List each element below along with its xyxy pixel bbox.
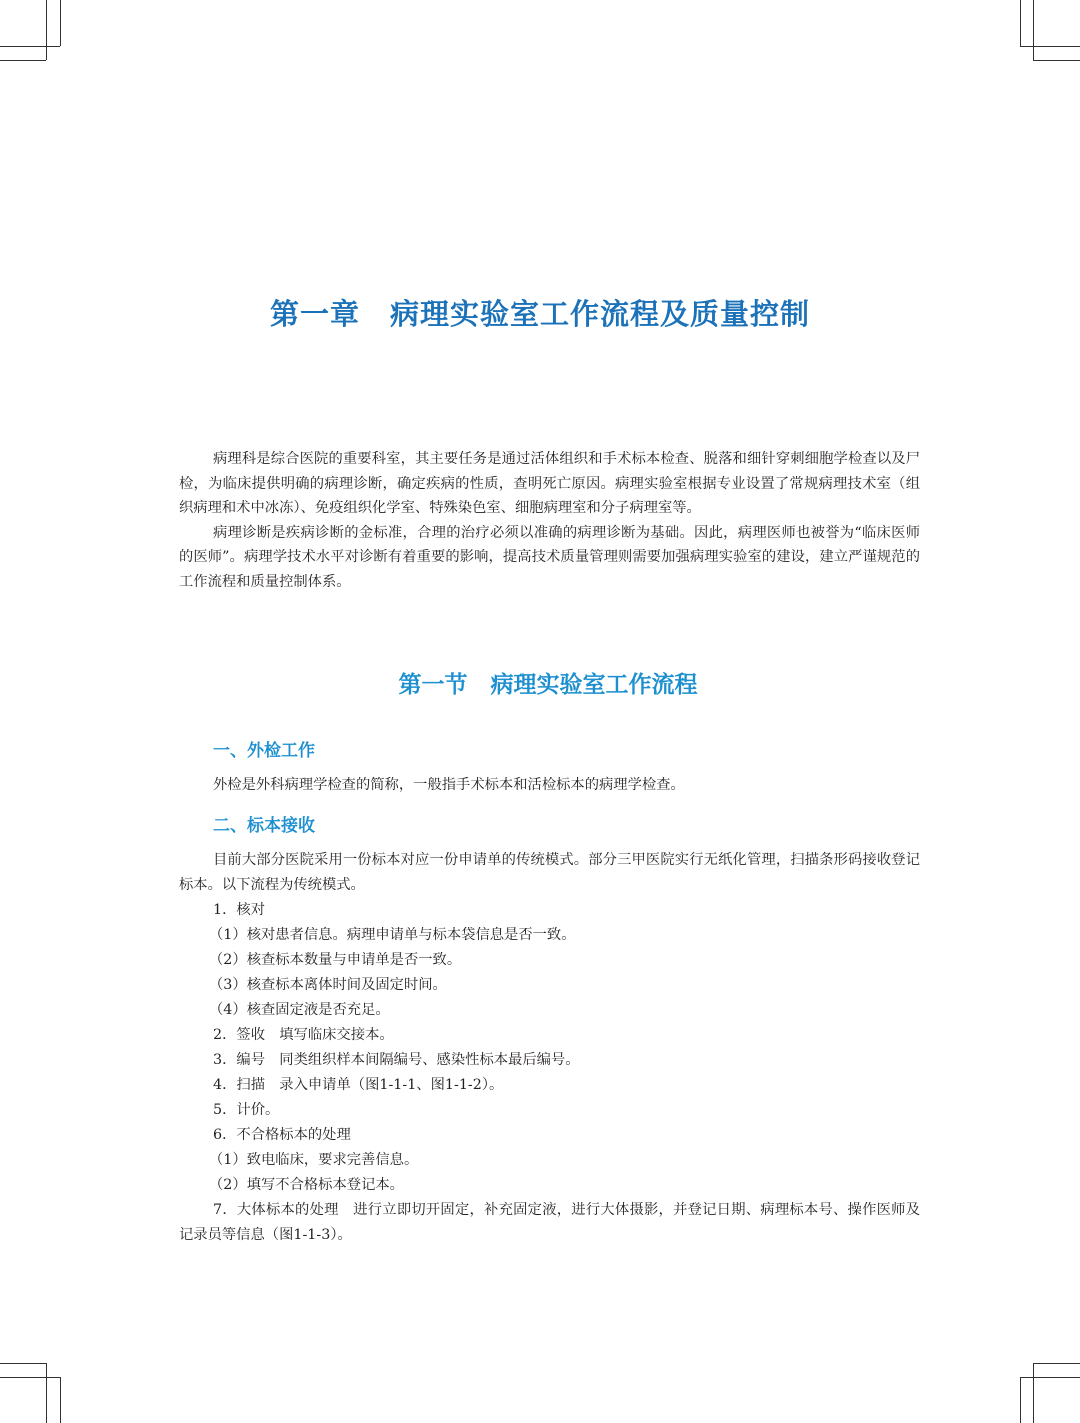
crop-mark-bottom-left-v2: [60, 1377, 61, 1423]
list-item: （3）核查标本离体时间及固定时间。: [209, 977, 447, 993]
list-item: 6．不合格标本的处理: [213, 1127, 351, 1143]
list-item: （2）核查标本数量与申请单是否一致。: [209, 952, 462, 968]
crop-mark-top-left-h: [0, 46, 60, 47]
section-title: 第一节 病理实验室工作流程: [398, 672, 698, 698]
crop-mark-top-left-v: [46, 0, 47, 60]
intro-paragraph: 病理诊断是疾病诊断的金标准，合理的治疗必须以准确的病理诊断为基础。因此，病理医师也被誉为“临床医师的医师”。病理学技术水平对诊断有着重要的影响，提高技术质量管理则需要加强病理实验室的建设，建立严谨规范的工作流程和质量控制体系。: [179, 524, 920, 590]
crop-mark-top-right-h2: [1033, 60, 1080, 61]
list-item: 2．签收 填写临床交接本。: [213, 1027, 394, 1043]
crop-mark-top-right-h: [1020, 46, 1080, 47]
list-item: 1．核对: [213, 902, 265, 918]
list-item: （4）核查固定液是否充足。: [209, 1002, 390, 1018]
subsection-heading-specimen-receipt: 二、标本接收: [213, 816, 315, 836]
intro-text: [179, 447, 920, 594]
list-item: （2）填写不合格标本登记本。: [209, 1177, 404, 1193]
list-item: 目前大部分医院采用一份标本对应一份申请单的传统模式。部分三甲医院实行无纸化管理，扫描条形码接收登记标本。以下流程为传统模式。: [179, 852, 920, 893]
specimen-receipt-list: [179, 848, 920, 1248]
subsection-outside-exam-text: [179, 773, 920, 798]
list-item: 7．大体标本的处理 进行立即切开固定，补充固定液，进行大体摄影，并登记日期、病理标本号、操作医师及记录员等信息（图1-1-3）。: [179, 1202, 920, 1243]
crop-mark-top-left-v2: [60, 0, 61, 46]
list-item: 3．编号 同类组织样本间隔编号、感染性标本最后编号。: [213, 1052, 580, 1068]
crop-mark-bottom-left-h2: [0, 1363, 46, 1364]
list-item: 4．扫描 录入申请单（图1-1-1、图1-1-2）。: [213, 1077, 504, 1093]
subsection-heading-outside-exam: 一、外检工作: [213, 741, 315, 761]
crop-mark-top-right-v: [1033, 0, 1034, 60]
list-item: （1）致电临床，要求完善信息。: [209, 1152, 419, 1168]
chapter-title: 第一章 病理实验室工作流程及质量控制: [269, 297, 810, 331]
crop-mark-top-right-v2: [1020, 0, 1021, 46]
crop-mark-bottom-right-v: [1033, 1363, 1034, 1423]
crop-mark-bottom-left-h: [0, 1377, 60, 1378]
crop-mark-bottom-left-v: [46, 1363, 47, 1423]
crop-mark-top-left-h2: [0, 60, 46, 61]
crop-mark-bottom-right-v2: [1020, 1377, 1021, 1423]
list-item: （1）核对患者信息。病理申请单与标本袋信息是否一致。: [209, 927, 576, 943]
crop-mark-bottom-right-h2: [1033, 1363, 1080, 1364]
crop-mark-bottom-right-h: [1020, 1377, 1080, 1378]
body-paragraph: 外检是外科病理学检查的简称，一般指手术标本和活检标本的病理学检查。: [213, 777, 685, 793]
list-item: 5．计价。: [213, 1102, 280, 1118]
intro-paragraph: 病理科是综合医院的重要科室，其主要任务是通过活体组织和手术标本检查、脱落和细针穿刺细胞学检查以及尸检，为临床提供明确的病理诊断，确定疾病的性质，查明死亡原因。病理实验室根据专业设置了常规病理技术室（组织病理和术中冰冻）、免疫组织化学室、特殊染色室、细胞病理室和分子病理室等。: [179, 451, 920, 516]
